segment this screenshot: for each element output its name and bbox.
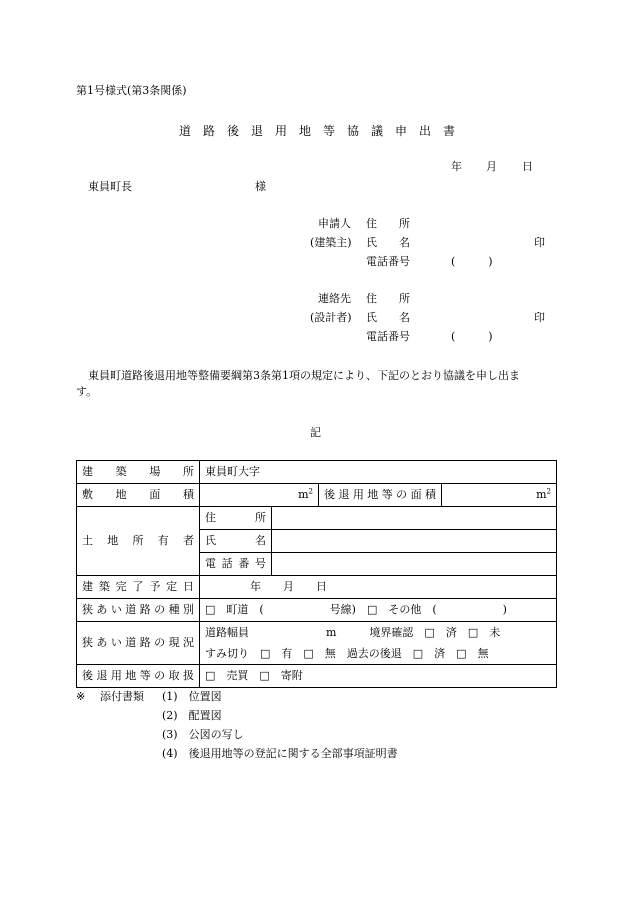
attachment-item-4: (4) 後退用地等の登記に関する全部事項証明書: [162, 747, 398, 760]
table-row: [77, 665, 557, 688]
applicant-address-label: 住 所: [366, 217, 410, 230]
applicant-phone-label: 電話番号: [366, 255, 410, 268]
owner-phone-label: 電話番号: [200, 553, 272, 576]
contact-phone-label: 電話番号: [366, 330, 410, 343]
table-row: [77, 599, 557, 622]
road-status-line2: すみ切り □ 有 □ 無 過去の後退 □ 済 □ 無: [205, 647, 489, 660]
setback-area-unit-sup: 2: [546, 487, 551, 496]
setback-area-unit: m: [536, 488, 547, 501]
owner-address-label: 住所: [200, 507, 272, 530]
applicant-name-label: 氏 名: [366, 236, 410, 249]
owner-phone-value[interactable]: [272, 553, 557, 576]
table-row: [77, 461, 557, 484]
site-area-value[interactable]: [200, 484, 319, 507]
road-type-value[interactable]: □ 町道 ( 号線) □ その他 ( ): [200, 599, 557, 622]
addressee-honorific: 様: [255, 180, 266, 193]
body-text-line1: 東員町道路後退用地等整備要綱第3条第1項の規定により、下記のとおり協議を申し出ま: [88, 369, 520, 382]
contact-seal: 印: [534, 311, 545, 324]
owner-address-value[interactable]: [272, 507, 557, 530]
attachments-heading: 添付書類: [100, 690, 144, 703]
attachment-item-1: (1) 位置図: [162, 690, 222, 703]
attachment-item-3: (3) 公図の写し: [162, 728, 244, 741]
applicant-role-sub: (建築主): [310, 236, 352, 249]
contact-role-sub: (設計者): [310, 311, 352, 324]
contact-phone-paren: ( ): [451, 330, 493, 343]
table-row: [77, 484, 557, 507]
site-area-unit-sup: 2: [308, 487, 313, 496]
location-value[interactable]: 東員町大字: [200, 461, 557, 484]
applicant-phone-paren: ( ): [451, 255, 493, 268]
applicant-role: 申請人: [318, 217, 351, 230]
road-status-label: 狭あい道路の現況: [77, 622, 200, 665]
ki-heading: 記: [310, 426, 321, 439]
date-day: 日: [522, 160, 533, 173]
table-row: [77, 576, 557, 599]
road-status-line1: 道路幅員 m 境界確認 □ 済 □ 未: [205, 626, 501, 639]
body-text-line2: す。: [76, 385, 98, 398]
owner-label: 土地所有者: [77, 507, 200, 576]
road-status-value[interactable]: [200, 622, 557, 665]
handling-label: 後退用地等の取扱: [77, 665, 200, 688]
contact-role: 連絡先: [318, 292, 351, 305]
application-table: [76, 460, 557, 688]
setback-area-value[interactable]: [442, 484, 557, 507]
site-area-unit: m: [298, 488, 309, 501]
date-year: 年: [451, 160, 462, 173]
attachment-item-2: (2) 配置図: [162, 709, 222, 722]
addressee-name: 東員町長: [88, 180, 132, 193]
contact-name-label: 氏 名: [366, 311, 410, 324]
setback-area-label: 後退用地等の面積: [319, 484, 442, 507]
location-label: 建築場所: [77, 461, 200, 484]
site-area-label: 敷地面積: [77, 484, 200, 507]
road-type-label: 狭あい道路の種別: [77, 599, 200, 622]
table-row: [77, 507, 557, 530]
table-row: [77, 622, 557, 665]
date-month: 月: [486, 160, 497, 173]
document-title: 道 路 後 退 用 地 等 協 議 申 出 書: [179, 124, 456, 138]
owner-name-value[interactable]: [272, 530, 557, 553]
attachments-mark: ※: [76, 690, 86, 703]
contact-address-label: 住 所: [366, 292, 410, 305]
completion-value[interactable]: 年 月 日: [200, 576, 557, 599]
handling-value[interactable]: □ 売買 □ 寄附: [200, 665, 557, 688]
owner-name-label: 氏名: [200, 530, 272, 553]
applicant-seal: 印: [534, 236, 545, 249]
form-number: 第1号様式(第3条関係): [76, 84, 187, 97]
completion-label: 建築完了予定日: [77, 576, 200, 599]
